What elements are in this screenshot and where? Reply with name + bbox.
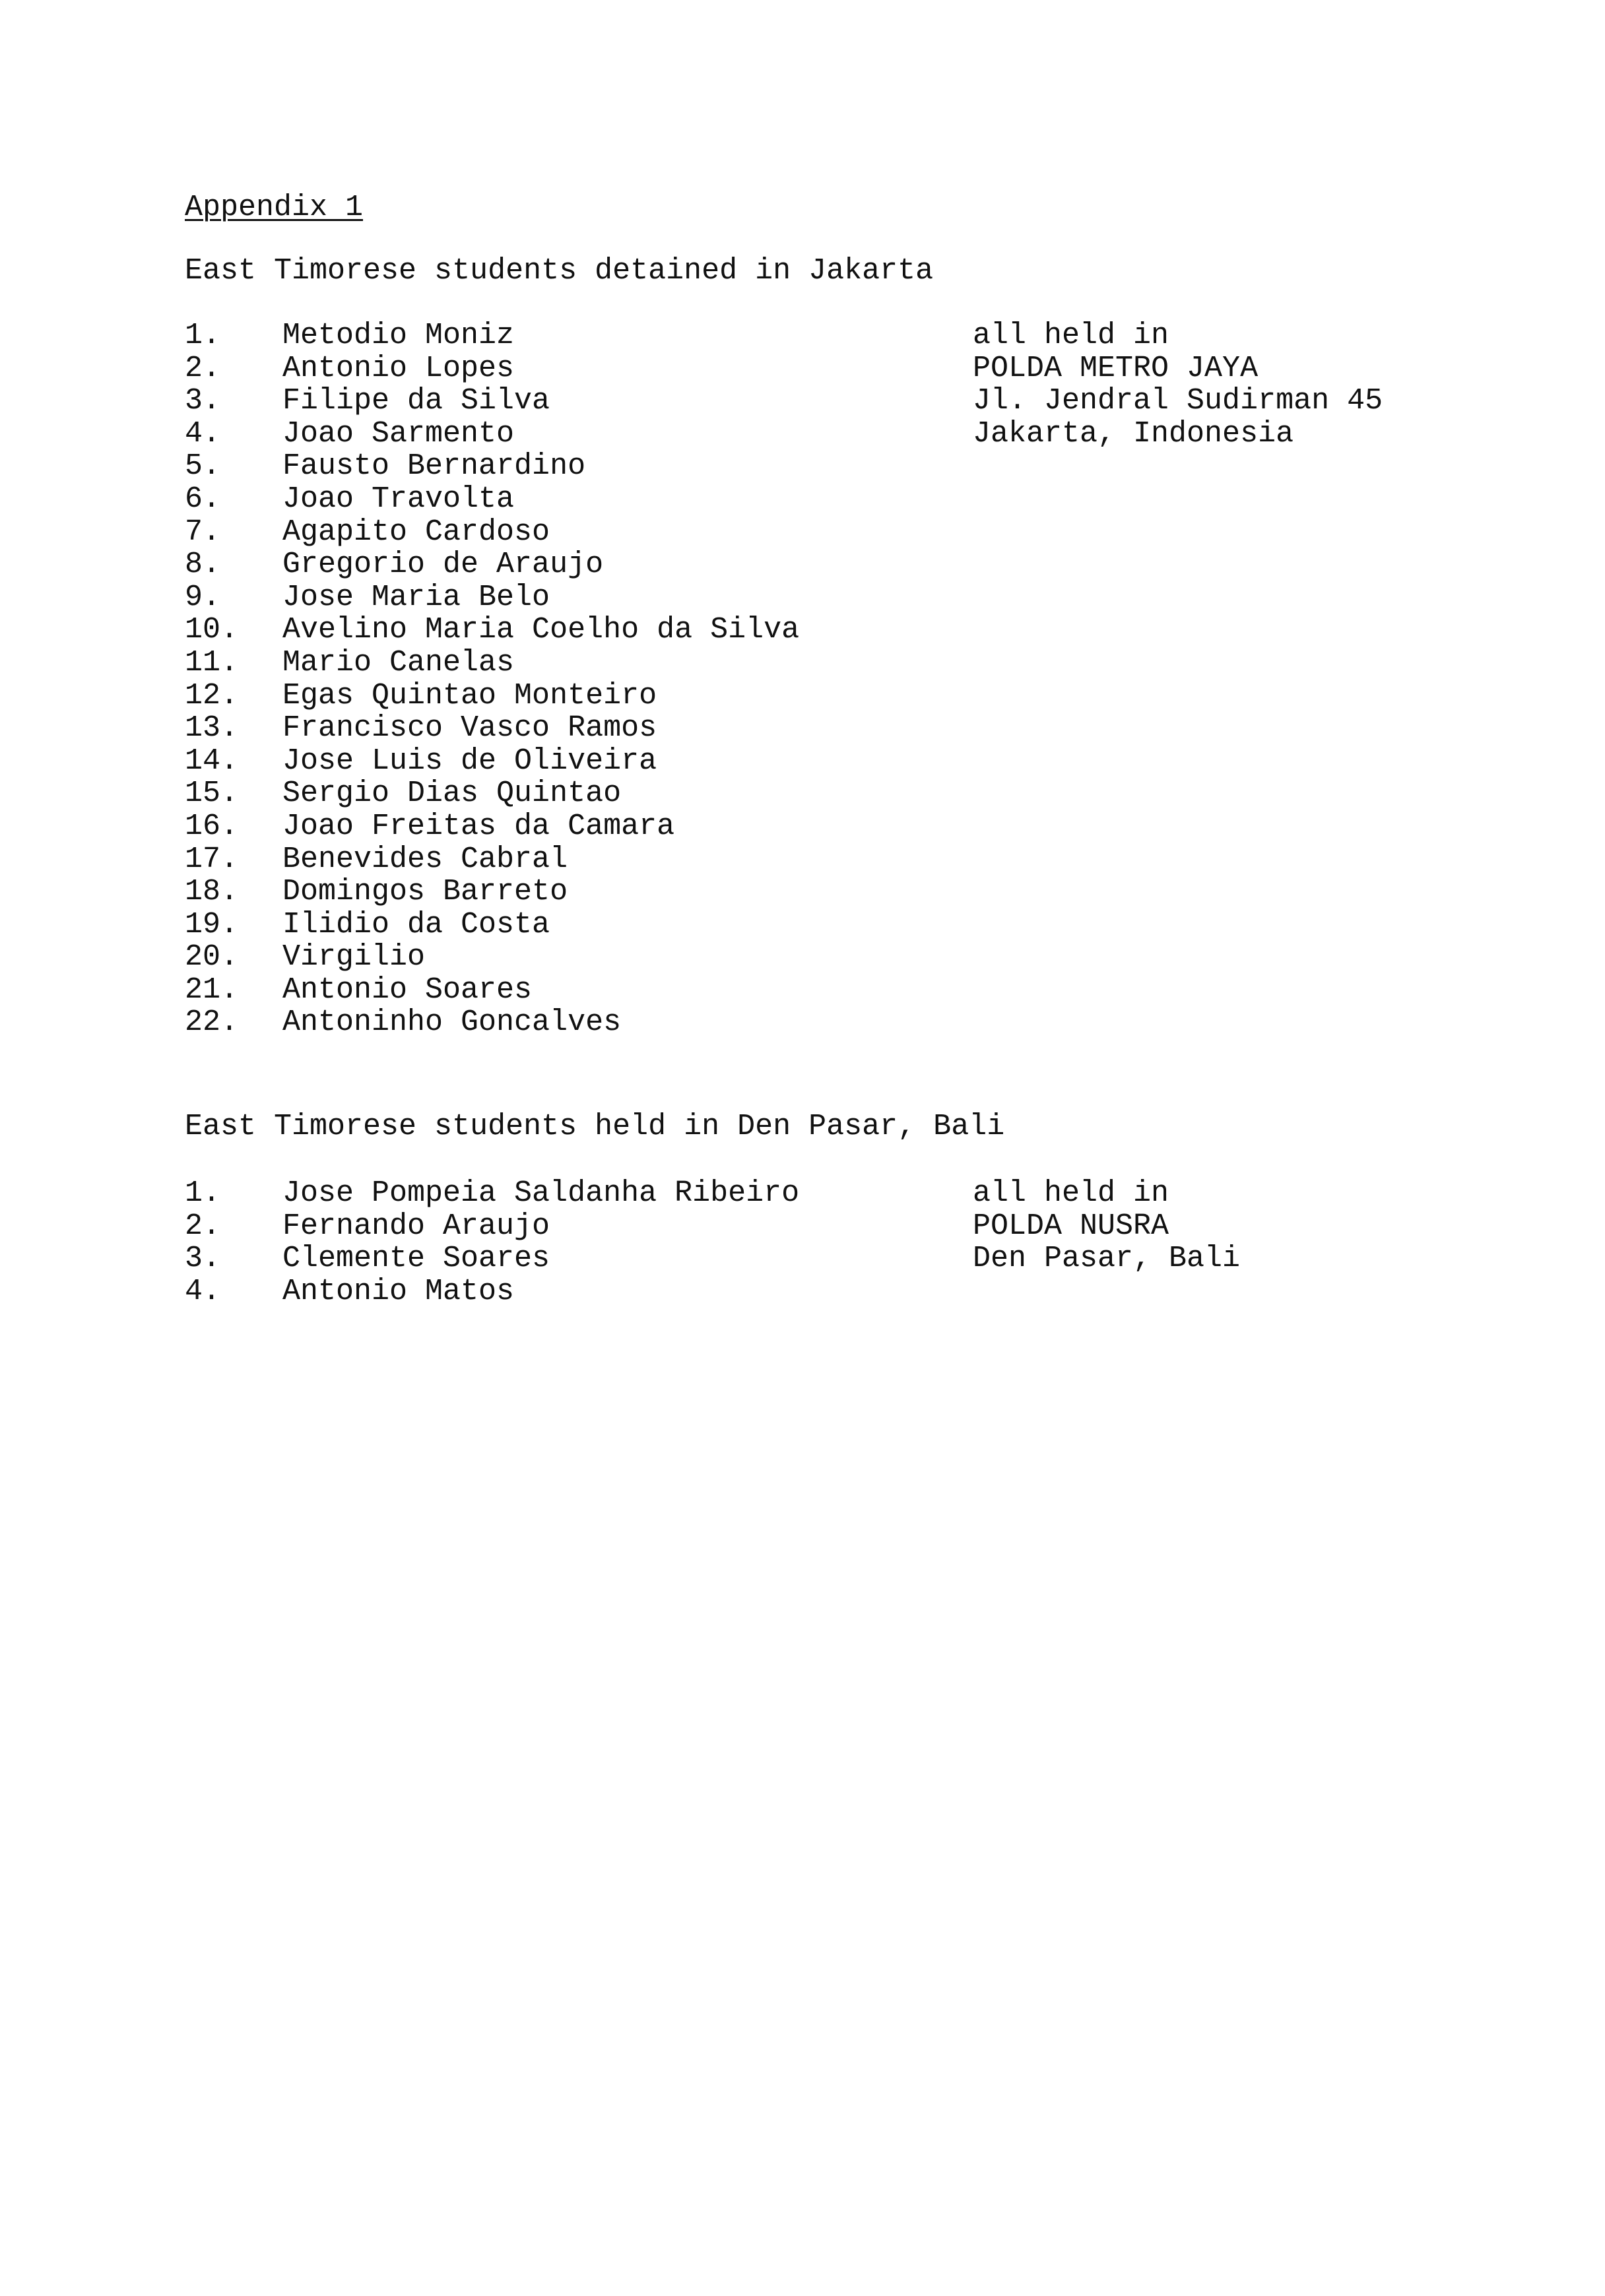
item-number: 13. — [185, 711, 239, 746]
location-line: POLDA METRO JAYA — [973, 351, 1259, 385]
item-number: 14. — [185, 744, 239, 778]
item-number: 3. — [185, 384, 221, 418]
student-name: Antonio Lopes — [282, 351, 515, 385]
item-number: 22. — [185, 1005, 239, 1040]
student-name: Jose Pompeia Saldanha Ribeiro — [282, 1176, 800, 1210]
jakarta-section-title: East Timorese students detained in Jakarta — [185, 254, 934, 288]
student-name: Agapito Cardoso — [282, 515, 550, 549]
item-number: 11. — [185, 645, 239, 680]
student-name: Fernando Araujo — [282, 1209, 550, 1243]
item-number: 9. — [185, 580, 221, 614]
student-name: Filipe da Silva — [282, 384, 550, 418]
student-name: Mario Canelas — [282, 645, 515, 680]
item-number: 4. — [185, 416, 221, 451]
student-name: Jose Maria Belo — [282, 580, 550, 614]
location-line: all held in — [973, 1176, 1169, 1210]
student-name: Benevides Cabral — [282, 842, 568, 876]
location-line: Jl. Jendral Sudirman 45 — [973, 384, 1383, 418]
student-name: Jose Luis de Oliveira — [282, 744, 657, 778]
student-name: Avelino Maria Coelho da Silva — [282, 613, 800, 647]
student-name: Joao Freitas da Camara — [282, 809, 675, 843]
student-name: Joao Travolta — [282, 482, 515, 516]
item-number: 18. — [185, 875, 239, 909]
item-number: 20. — [185, 940, 239, 974]
item-number: 2. — [185, 1209, 221, 1243]
item-number: 8. — [185, 548, 221, 582]
student-name: Metodio Moniz — [282, 319, 515, 352]
student-name: Sergio Dias Quintao — [282, 777, 622, 811]
bali-location-block — [973, 1177, 1240, 1275]
appendix-title: Appendix 1 — [185, 191, 364, 224]
student-name: Francisco Vasco Ramos — [282, 711, 657, 746]
item-number: 3. — [185, 1242, 221, 1276]
item-number: 4. — [185, 1274, 221, 1308]
student-name: Clemente Soares — [282, 1242, 550, 1276]
item-number: 21. — [185, 973, 239, 1007]
item-number: 6. — [185, 482, 221, 516]
item-number: 1. — [185, 1176, 221, 1210]
student-name: Domingos Barreto — [282, 875, 568, 909]
item-number: 12. — [185, 678, 239, 713]
student-name: Egas Quintao Monteiro — [282, 678, 657, 713]
student-name: Fausto Bernardino — [282, 449, 586, 484]
jakarta-location-block — [973, 319, 1383, 450]
student-name: Gregorio de Araujo — [282, 548, 604, 582]
student-name: Antonio Soares — [282, 973, 533, 1007]
student-name: Joao Sarmento — [282, 416, 515, 451]
item-number: 19. — [185, 907, 239, 941]
item-number: 5. — [185, 449, 221, 484]
bali-section-title: East Timorese students held in Den Pasar, Bali — [185, 1110, 1005, 1143]
item-number: 17. — [185, 842, 239, 876]
location-line: Jakarta, Indonesia — [973, 416, 1294, 451]
student-name: Antoninho Goncalves — [282, 1005, 622, 1040]
item-number: 2. — [185, 351, 221, 385]
item-number: 1. — [185, 319, 221, 352]
item-number: 10. — [185, 613, 239, 647]
student-name: Antonio Matos — [282, 1274, 515, 1308]
item-number: 16. — [185, 809, 239, 843]
item-number: 7. — [185, 515, 221, 549]
student-name: Virgilio — [282, 940, 426, 974]
location-line: all held in — [973, 319, 1169, 352]
student-name: Ilidio da Costa — [282, 907, 550, 941]
location-line: Den Pasar, Bali — [973, 1242, 1241, 1276]
item-number: 15. — [185, 777, 239, 811]
location-line: POLDA NUSRA — [973, 1209, 1169, 1243]
